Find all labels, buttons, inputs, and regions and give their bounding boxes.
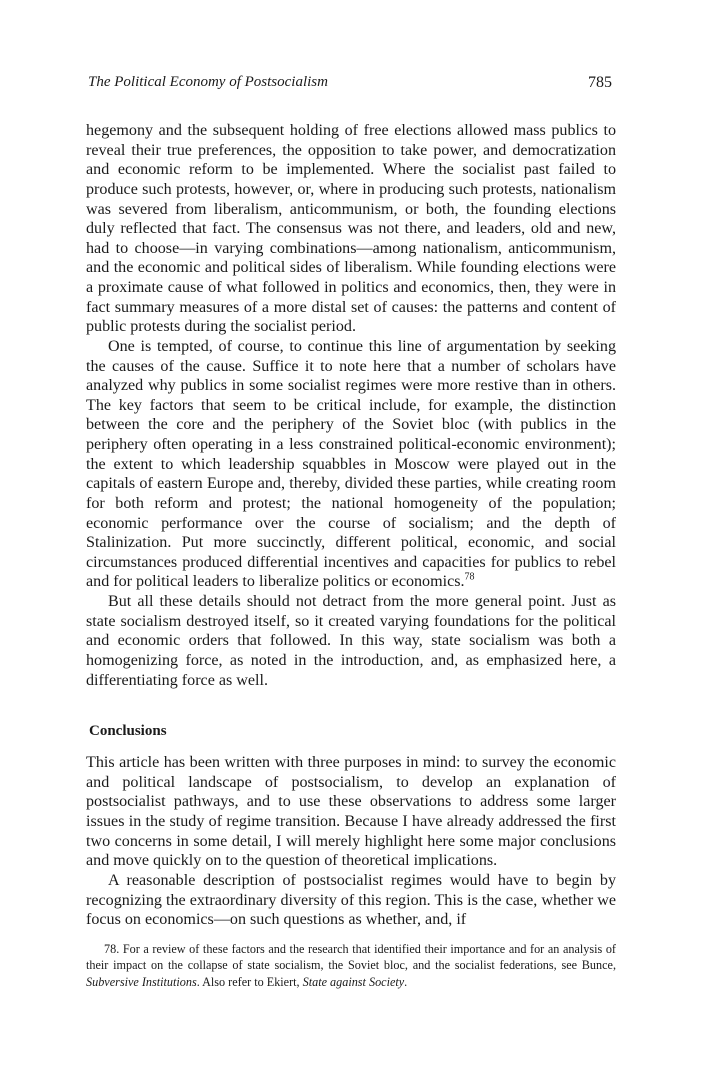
footnote-text: . bbox=[404, 974, 408, 989]
paragraph-text: One is tempted, of course, to continue this line of argumentation by seeking the causes of the cause. Suffice it to note here that a number of scholars have analyzed why publics in some socialist regimes were more restive than in others. The key factors that seem to be critical include, for example, the distinction between the core and the periphery of the Soviet bloc (with publics in the periphery often operating in a less constrained political-economic environment); the extent to which leadership squabbles in Moscow were played out in the capitals of eastern Europe and, thereby, divided these parties, while creating room for both reform and protest; the national homogeneity of the population; economic performance over the course of socialism; and the depth of Stalinization. Put more succinctly, different political, economic, and social circumstances produced differential incentives and capacities for publics to rebel and for political leaders to liberalize politics or economics. bbox=[86, 337, 616, 591]
paragraph-general-point: But all these details should not detract from the more general point. Just as state socialism destroyed itself, so it created varying foundations for the political and economic orders that followed. In this way, state socialism was both a homogenizing force, as noted in the introduction, and, as emphasized here, a differentiating force as well. bbox=[86, 593, 616, 689]
section-heading-conclusions: Conclusions bbox=[89, 723, 167, 740]
paragraph-conclusions-intro: This article has been written with three purposes in mind: to survey the economic and political landscape of postsocialism, to develop an explanation of postsocialist pathways, and to use these observations to address some larger issues in the study of regime transition. Because I have already addressed the first two concerns in some detail, I will merely highlight here some major conclusions and move quickly on to the question of theoretical implications. bbox=[86, 754, 616, 870]
paragraph-continued: hegemony and the subsequent holding of free elections allowed mass publics to reveal their true preferences, the opposition to take power, and democratization and economic reform to be implemented. Where the socialist past failed to produce such protests, however, or, where in producing such protests, nationalism was severed from liberalism, anticommunism, or both, the founding elections duly reflected that fact. The consensus was not there, and leaders, old and new, had to choose—in varying combinations—among nationalism, anticommunism, and the economic and political sides of liberalism. While founding elections were a proximate cause of what followed in politics and economics, then, they were in fact summary measures of a more distal set of causes: the patterns and content of public protests during the socialist period. bbox=[86, 122, 616, 336]
footnote-78 bbox=[86, 941, 616, 991]
footnote-number: 78. bbox=[104, 941, 120, 956]
footnote-text: For a review of these factors and the research that identified their importance and for an analysis of their impact on the collapse of state socialism, the Soviet bloc, and the socialist federations, see Bunce, bbox=[86, 941, 616, 973]
running-title: The Political Economy of Postsocialism bbox=[88, 74, 328, 90]
page bbox=[86, 0, 616, 1080]
body-text bbox=[86, 121, 616, 991]
citation-title: Subversive Institutions bbox=[86, 974, 197, 989]
footnote-text: . Also refer to Ekiert, bbox=[196, 974, 300, 989]
citation-title: State against Society bbox=[302, 974, 405, 989]
footnote-reference[interactable]: 78 bbox=[464, 572, 475, 584]
running-head bbox=[86, 74, 616, 96]
page-number: 785 bbox=[588, 74, 612, 91]
paragraph-diversity: A reasonable description of postsocialist regimes would have to begin by recognizing the extraordinary diversity of this region. This is the case, whether we focus on economics—on such questions as whether, and, if bbox=[86, 871, 616, 929]
paragraph-causes bbox=[86, 337, 616, 592]
